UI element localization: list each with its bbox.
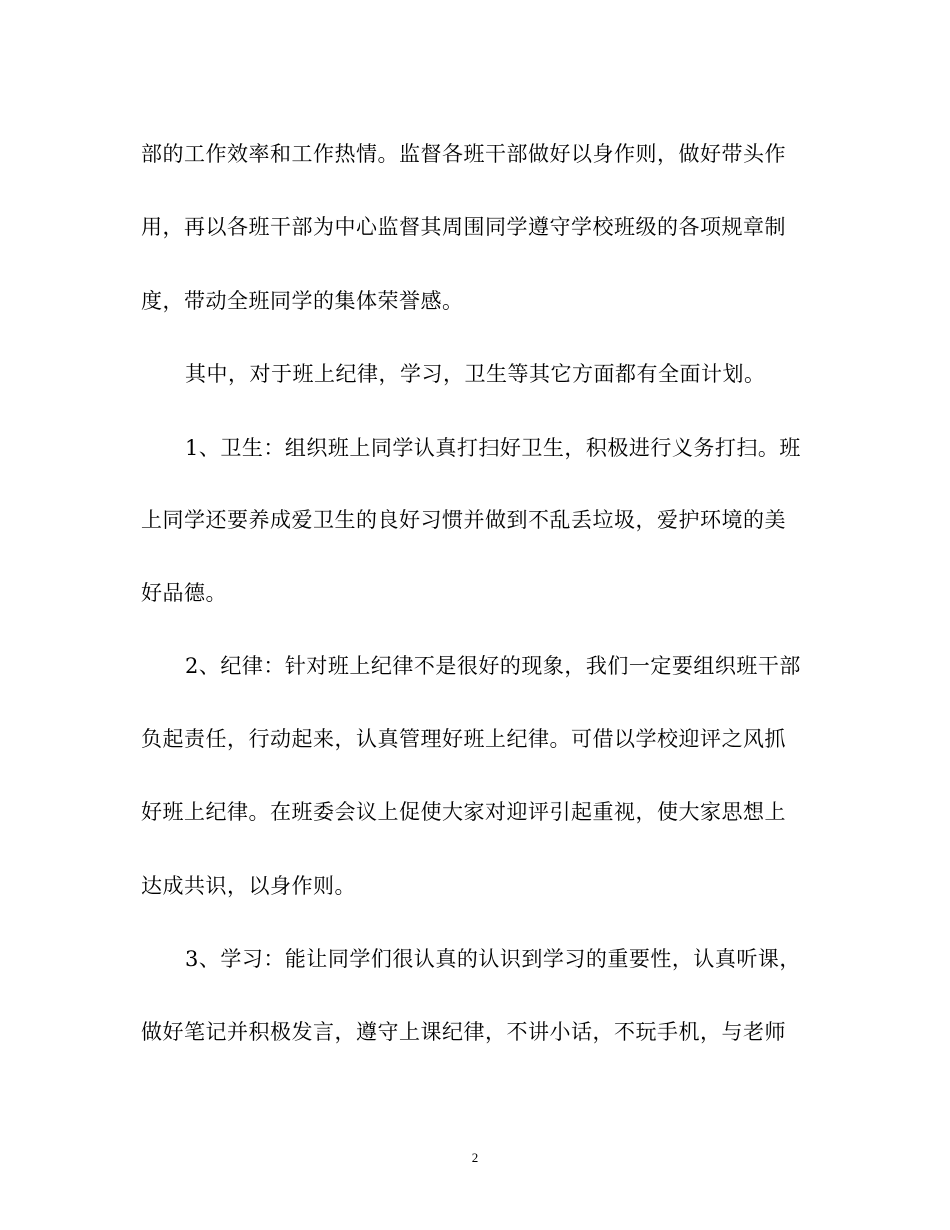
text-line-1: 部的工作效率和工作热情。监督各班干部做好以身作则，做好带头作 xyxy=(141,142,786,166)
paragraph-intro-line: 其中，对于班上纪律，学习，卫生等其它方面都有全面计划。 xyxy=(185,362,766,386)
paragraph-discipline-line-1: 2、纪律：针对班上纪律不是很好的现象，我们一定要组织班干部 xyxy=(185,654,801,678)
paragraph-study-line-2: 做好笔记并积极发言，遵守上课纪律，不讲小话，不玩手机，与老师 xyxy=(141,1020,786,1044)
text-line-2: 用，再以各班干部为中心监督其周围同学遵守学校班级的各项规章制 xyxy=(141,215,786,239)
paragraph-hygiene-line-2: 上同学还要养成爱卫生的良好习惯并做到不乱丢垃圾，爱护环境的美 xyxy=(141,508,786,532)
paragraph-hygiene-line-3: 好品德。 xyxy=(141,581,227,605)
text-line-3: 度，带动全班同学的集体荣誉感。 xyxy=(141,289,464,313)
paragraph-study-line-1: 3、学习：能让同学们很认真的认识到学习的重要性，认真听课， xyxy=(185,947,801,971)
paragraph-discipline-line-3: 好班上纪律。在班委会议上促使大家对迎评引起重视，使大家思想上 xyxy=(141,800,786,824)
paragraph-discipline-line-4: 达成共识，以身作则。 xyxy=(141,874,356,898)
paragraph-hygiene-line-1: 1、卫生：组织班上同学认真打扫好卫生，积极进行义务打扫。班 xyxy=(185,436,801,460)
paragraph-discipline-line-2: 负起责任，行动起来，认真管理好班上纪律。可借以学校迎评之风抓 xyxy=(141,727,786,751)
page-number: 2 xyxy=(471,1150,479,1165)
